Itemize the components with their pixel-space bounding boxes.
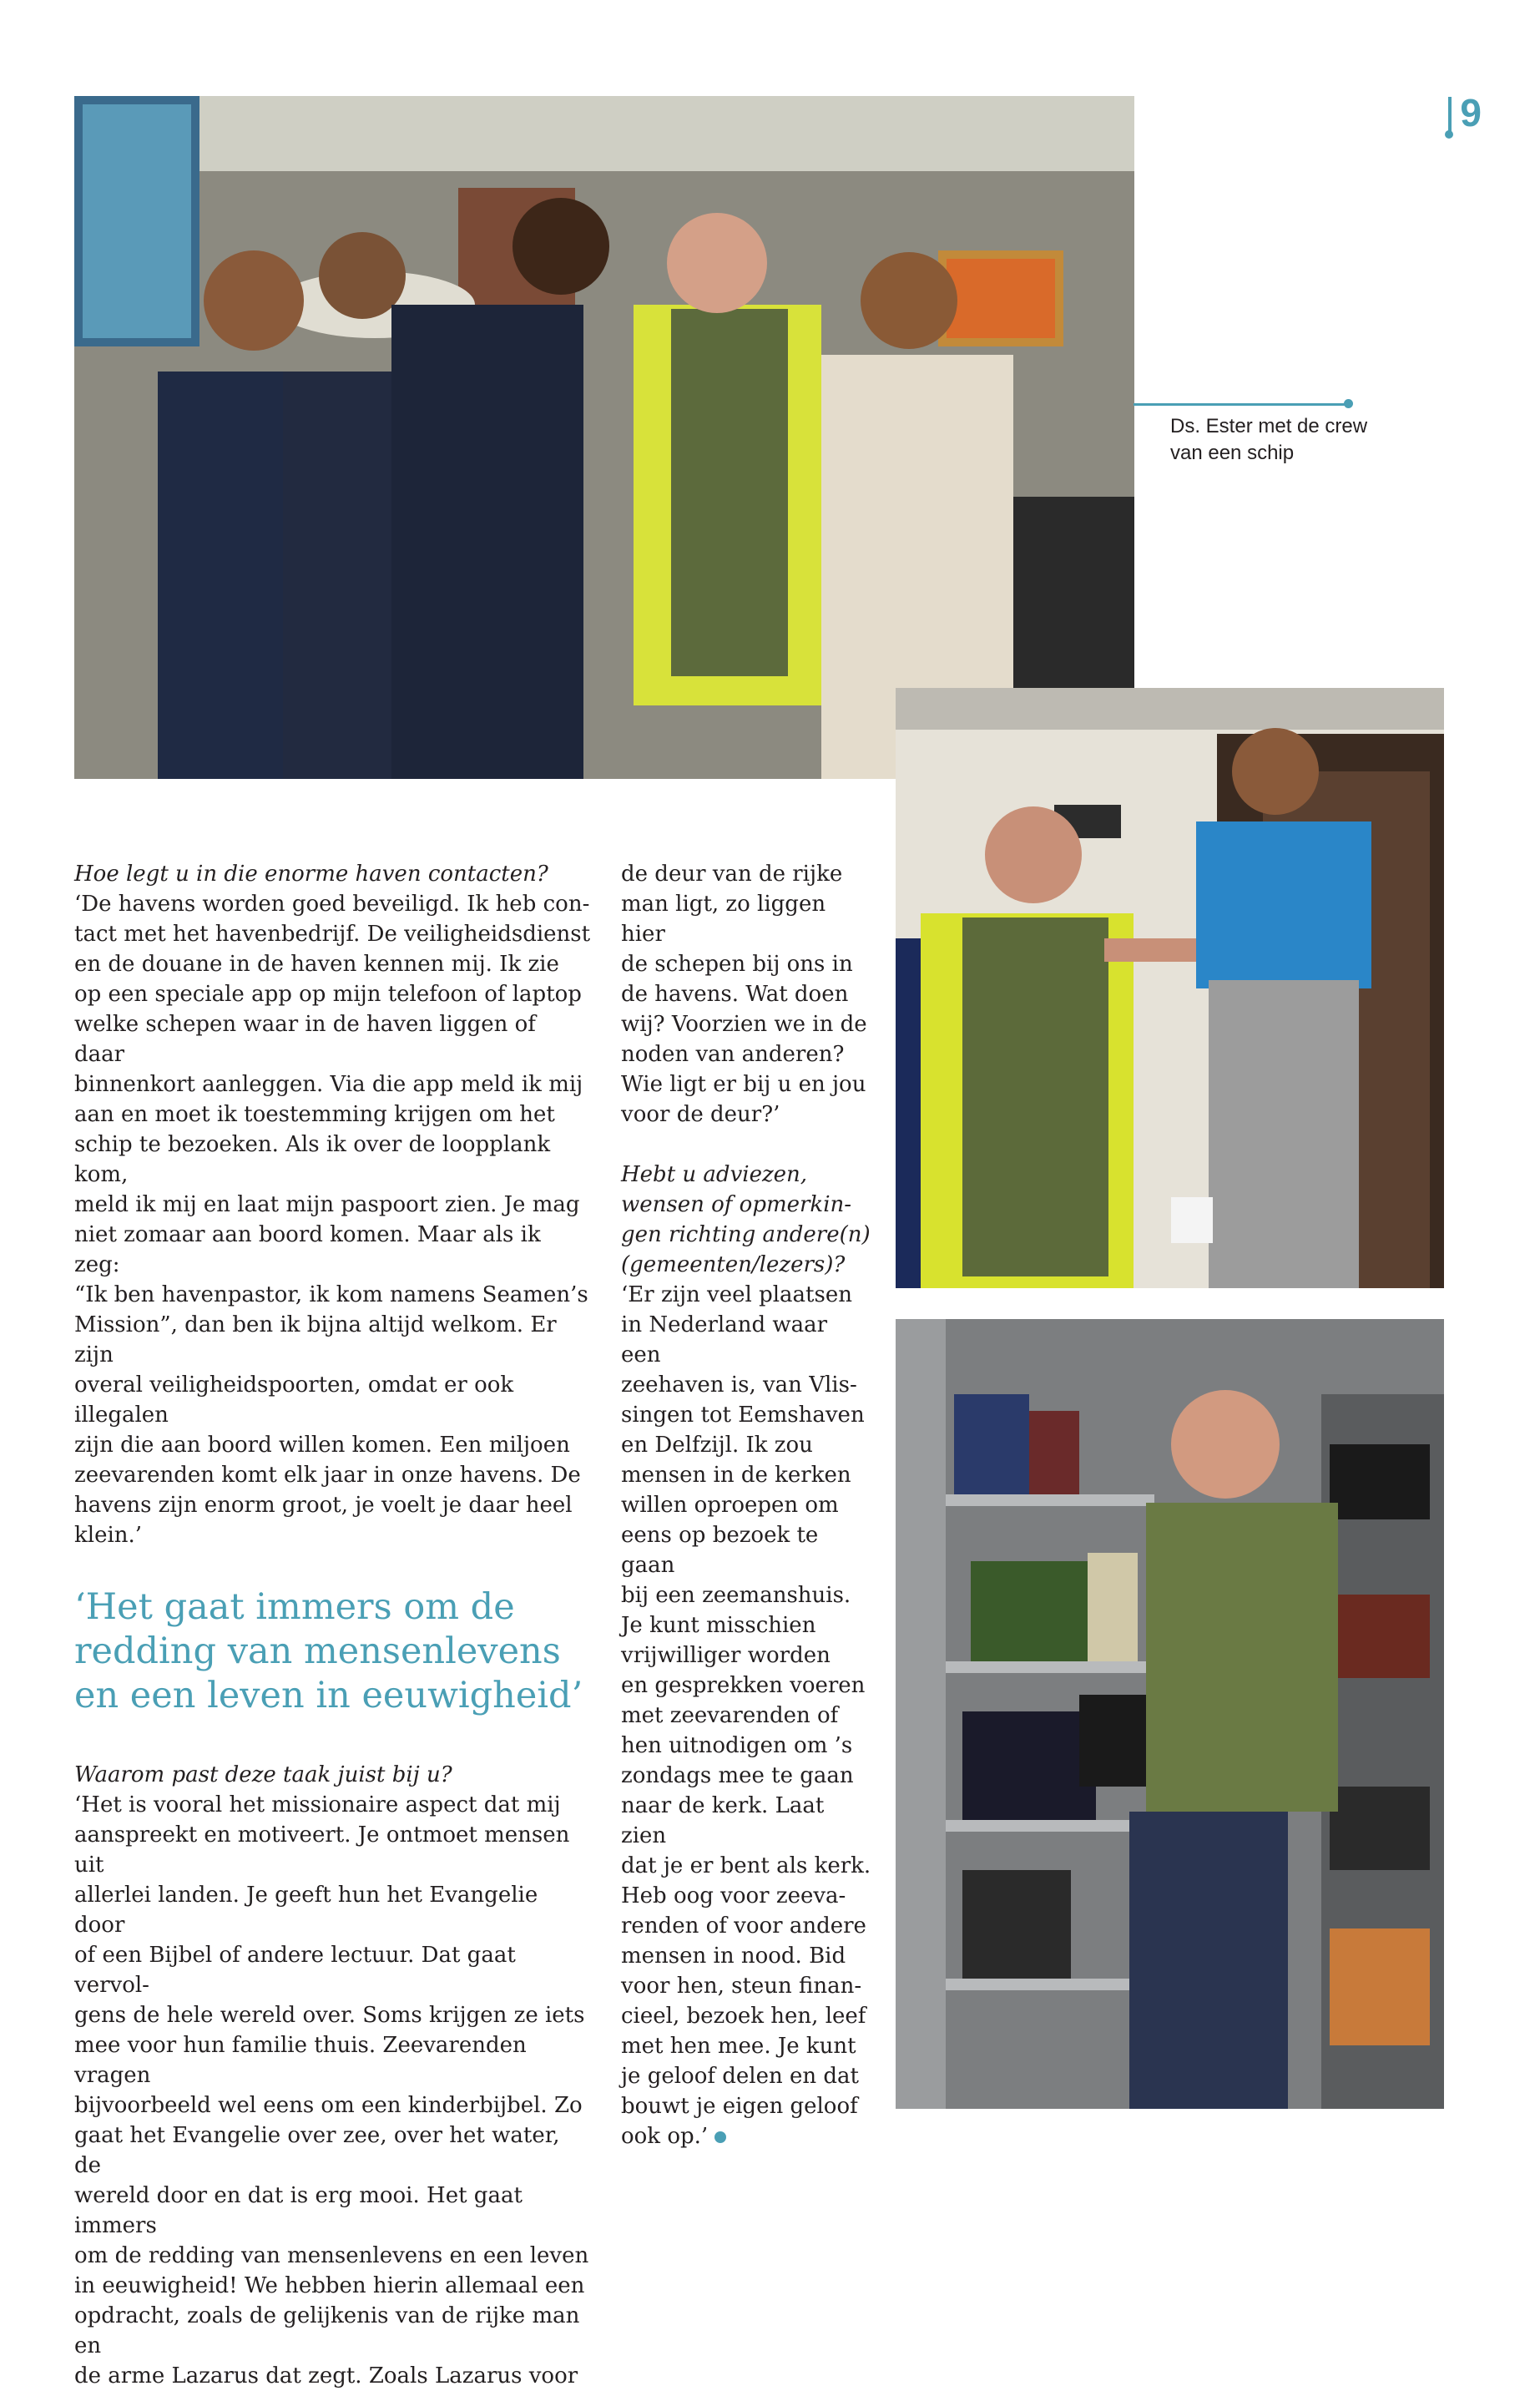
body-line: de deur van de rijke: [621, 862, 843, 887]
body-line: willen oproepen om: [621, 1493, 839, 1518]
body-line: met zeevarenden of: [621, 1703, 839, 1728]
pull-quote-line: ‘Het gaat immers om de: [74, 1586, 515, 1628]
body-line: ‘Het is vooral het missionaire aspect dat mij: [74, 1792, 561, 1817]
body-line: mee voor hun familie thuis. Zeevarenden vragen: [74, 2033, 527, 2088]
body-line: mensen in de kerken: [621, 1463, 851, 1488]
article-column-middle: [621, 859, 871, 2151]
body-line: op een speciale app op mijn telefoon of laptop: [74, 982, 582, 1007]
body-line: hen uitnodigen om ’s: [621, 1733, 853, 1758]
body-line: renden of voor andere: [621, 1913, 866, 1939]
body-line: welke schepen waar in de haven liggen of daar: [74, 1012, 536, 1067]
question-line: wensen of opmerkin-: [621, 1192, 852, 1217]
body-line: tact met het havenbedrijf. De veiligheidsdienst: [74, 922, 591, 947]
body-line: allerlei landen. Je geeft hun het Evangelie door: [74, 1883, 538, 1938]
caption-leader-dot: [1344, 399, 1353, 408]
body-line: eens op bezoek te gaan: [621, 1523, 819, 1578]
body-line: ‘De havens worden goed beveiligd. Ik heb con-: [74, 892, 590, 917]
pointing-photo: [896, 688, 1444, 1288]
books-photo: [896, 1319, 1444, 2109]
body-line: gens de hele wereld over. Soms krijgen ze iets: [74, 2003, 585, 2028]
body-line: zeehaven is, van Vlis-: [621, 1372, 857, 1398]
caption-line: van een schip: [1170, 442, 1295, 464]
body-line-last: [621, 2121, 871, 2151]
body-line: zeevarenden komt elk jaar in onze havens. De: [74, 1463, 581, 1488]
body-line: de havens. Wat doen: [621, 982, 849, 1007]
body-line: en de douane in de haven kennen mij. Ik zie: [74, 952, 559, 977]
pull-quote-line: en een leven in eeuwigheid’: [74, 1675, 583, 1716]
body-line-text: ook op.’: [621, 2124, 709, 2149]
body-line: de arme Lazarus dat zegt. Zoals Lazarus voor: [74, 2363, 578, 2388]
pull-quote-line: redding van mensenlevens: [74, 1630, 561, 1672]
body-line: opdracht, zoals de gelijkenis van de rijke man en: [74, 2303, 580, 2358]
body-line: cieel, bezoek hen, leef: [621, 2004, 866, 2029]
question-line: Hebt u adviezen,: [621, 1162, 808, 1187]
end-marker-dot: [714, 2131, 726, 2143]
body-line: gaat het Evangelie over zee, over het water, de: [74, 2123, 560, 2178]
body-line: bij een zeemanshuis.: [621, 1583, 851, 1608]
body-line: naar de kerk. Laat zien: [621, 1793, 825, 1848]
body-line: mensen in nood. Bid: [621, 1944, 846, 1969]
body-line: bijvoorbeeld wel eens om een kinderbijbel. Zo: [74, 2093, 583, 2118]
body-line: Mission”, dan ben ik bijna altijd welkom. Er zijn: [74, 1312, 557, 1367]
page-number-rule: [1448, 97, 1452, 134]
question-line: Hoe legt u in die enorme haven contacten?: [74, 862, 548, 887]
body-line: niet zomaar aan boord komen. Maar als ik zeg:: [74, 1222, 541, 1277]
body-line: om de redding van mensenlevens en een leven: [74, 2243, 589, 2268]
body-line: je geloof delen en dat: [621, 2064, 859, 2089]
body-line: wereld door en dat is erg mooi. Het gaat immers: [74, 2183, 523, 2238]
body-line: noden van anderen?: [621, 1042, 845, 1067]
body-line: singen tot Eemshaven: [621, 1403, 865, 1428]
body-line: schip te bezoeken. Als ik over de loopplank kom,: [74, 1132, 551, 1187]
body-line: man ligt, zo liggen hier: [621, 892, 826, 947]
page-number: 9: [1460, 91, 1482, 134]
question-line: gen richting andere(n): [621, 1222, 871, 1247]
body-line: havens zijn enorm groot, je voelt je daar heel: [74, 1493, 573, 1518]
body-line: Wie ligt er bij u en jou: [621, 1072, 866, 1097]
body-line: of een Bijbel of andere lectuur. Dat gaat vervol-: [74, 1943, 516, 1998]
question-line: Waarom past deze taak juist bij u?: [74, 1762, 452, 1787]
body-line: en Delfzijl. Ik zou: [621, 1433, 813, 1458]
body-line: aan en moet ik toestemming krijgen om het: [74, 1102, 555, 1127]
crew-photo: [74, 96, 1134, 779]
caption-leader-line: [1134, 403, 1349, 406]
body-line: meld ik mij en laat mijn paspoort zien. Je mag: [74, 1192, 580, 1217]
caption-line: Ds. Ester met de crew: [1170, 415, 1368, 437]
question-line: (gemeenten/lezers)?: [621, 1252, 846, 1277]
body-line: bouwt je eigen geloof: [621, 2094, 858, 2119]
body-line: Je kunt misschien: [621, 1613, 816, 1638]
photo-caption: [1170, 413, 1421, 467]
body-line: zijn die aan boord willen komen. Een miljoen: [74, 1433, 570, 1458]
body-line: aanspreekt en motiveert. Je ontmoet mensen uit: [74, 1822, 570, 1878]
page-number-dot: [1445, 130, 1453, 139]
body-line: met hen mee. Je kunt: [621, 2034, 856, 2059]
body-line: wij? Voorzien we in de: [621, 1012, 867, 1037]
body-line: binnenkort aanleggen. Via die app meld ik mij: [74, 1072, 583, 1097]
body-line: in eeuwigheid! We hebben hierin allemaal een: [74, 2273, 585, 2298]
body-line: zondags mee te gaan: [621, 1763, 854, 1788]
body-line: dat je er bent als kerk.: [621, 1853, 871, 1878]
body-line: voor de deur?’: [621, 1102, 780, 1127]
body-line: de schepen bij ons in: [621, 952, 853, 977]
body-line: voor hen, steun finan-: [621, 1974, 862, 1999]
body-line: Heb oog voor zeeva-: [621, 1883, 846, 1908]
body-line: klein.’: [74, 1523, 143, 1548]
body-line: ‘Er zijn veel plaatsen: [621, 1282, 852, 1307]
body-line: “Ik ben havenpastor, ik kom namens Seamen’s: [74, 1282, 588, 1307]
body-line: overal veiligheidspoorten, omdat er ook illegalen: [74, 1372, 514, 1428]
article-column-left: [74, 859, 592, 2391]
body-line: in Nederland waar een: [621, 1312, 828, 1367]
body-line: en gesprekken voeren: [621, 1673, 866, 1698]
body-line: vrijwilliger worden: [621, 1643, 831, 1668]
